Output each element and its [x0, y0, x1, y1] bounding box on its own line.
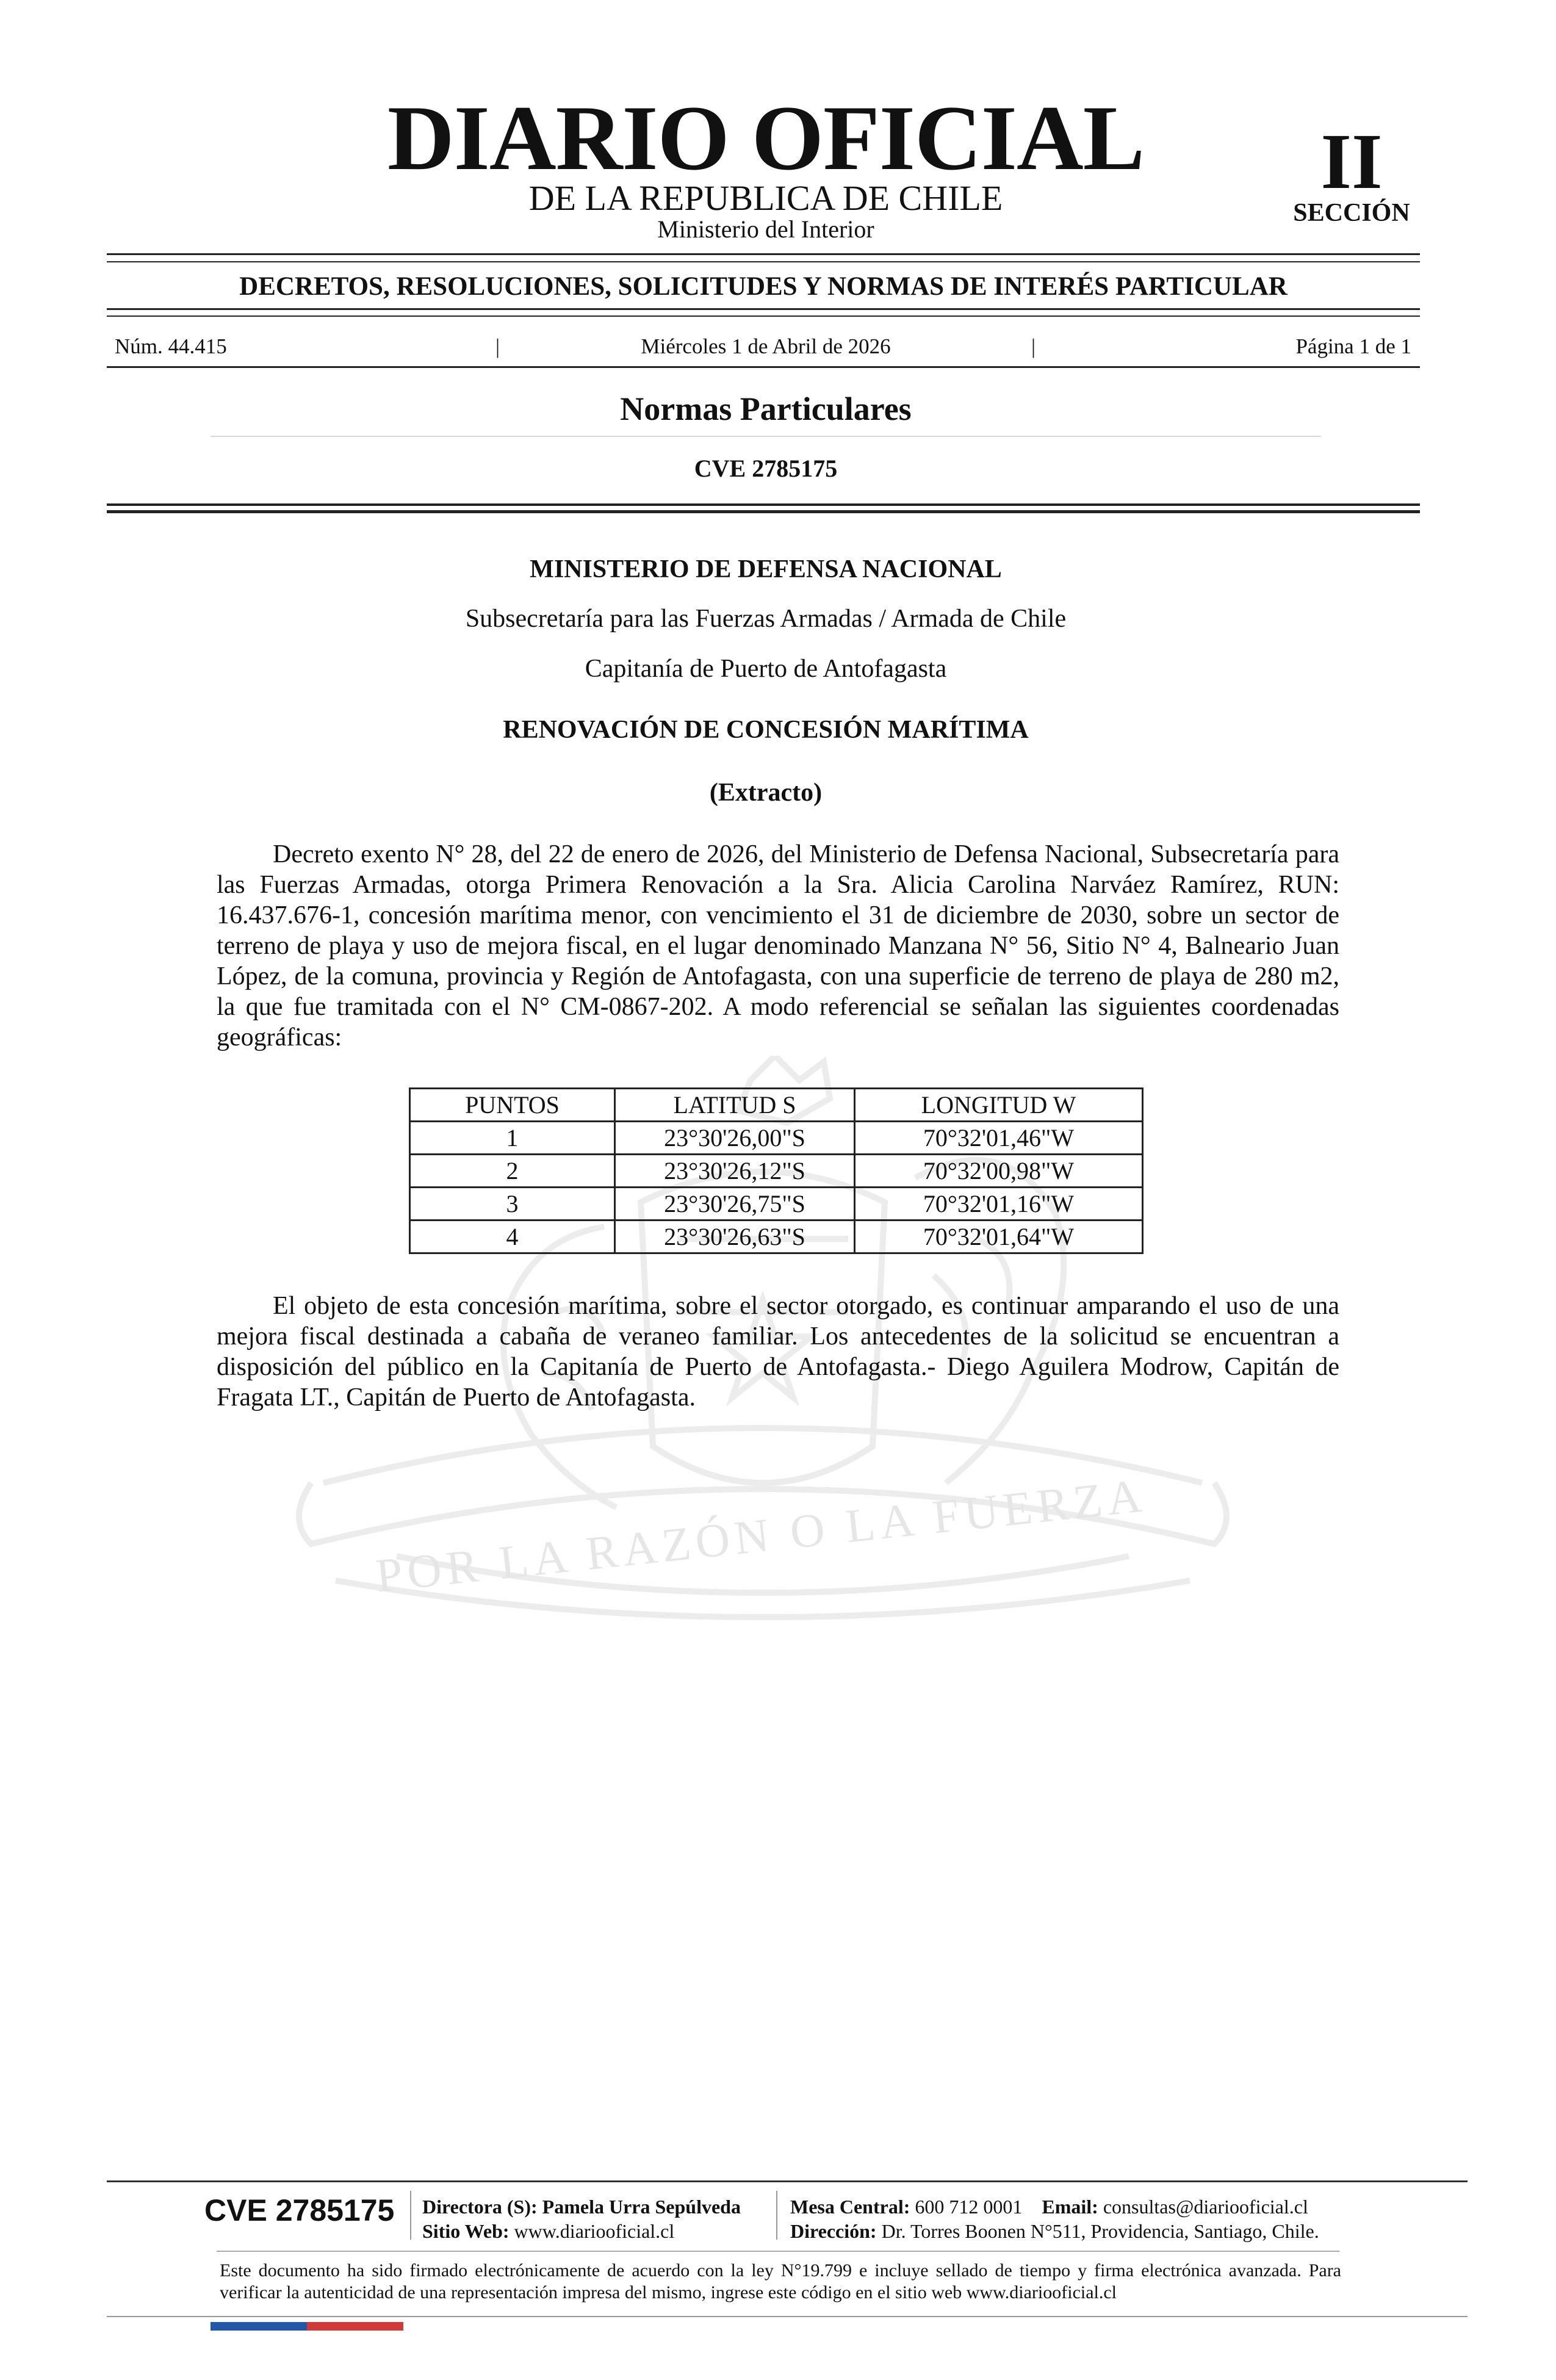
email-label: Email: — [1042, 2196, 1098, 2218]
director-label: Directora (S): — [422, 2196, 538, 2218]
column-header: LATITUD S — [615, 1089, 855, 1122]
point-cell: 1 — [410, 1122, 615, 1155]
divider — [107, 316, 1420, 317]
footer-website — [422, 2221, 674, 2241]
column-header: PUNTOS — [410, 1089, 615, 1122]
footer-divider — [107, 2316, 1468, 2317]
latitude-cell: 23°30'26,63"S — [615, 1221, 855, 1253]
issue-date: Miércoles 1 de Abril de 2026 — [641, 334, 891, 358]
latitude-cell: 23°30'26,12"S — [615, 1155, 855, 1188]
page-indicator: Página 1 de 1 — [1295, 334, 1411, 358]
footer-director — [422, 2197, 741, 2216]
issue-number: Núm. 44.415 — [115, 334, 227, 358]
table-row — [410, 1155, 1143, 1188]
point-cell: 2 — [410, 1155, 615, 1188]
masthead-ministry: Ministerio del Interior — [657, 215, 874, 243]
latitude-cell: 23°30'26,75"S — [615, 1188, 855, 1221]
point-cell: 3 — [410, 1188, 615, 1221]
document-subtitle: (Extracto) — [709, 779, 823, 807]
divider — [107, 366, 1420, 368]
footer-separator — [776, 2191, 777, 2240]
meta-separator: | — [1031, 334, 1036, 358]
section-label: SECCIÓN — [1293, 199, 1410, 227]
longitude-cell: 70°32'01,46"W — [855, 1122, 1143, 1155]
divider — [107, 253, 1420, 255]
section-numeral: II — [1320, 118, 1383, 206]
section-heading: Normas Particulares — [620, 391, 912, 427]
coordinates-table — [409, 1087, 1144, 1254]
footer-separator — [410, 2191, 411, 2240]
longitude-cell: 70°32'01,64"W — [855, 1221, 1143, 1253]
website-link[interactable]: www.diariooficial.cl — [514, 2220, 675, 2242]
website-label: Sitio Web: — [422, 2220, 510, 2242]
masthead-subtitle: DE LA REPUBLICA DE CHILE — [528, 178, 1003, 218]
ministry-name: MINISTERIO DE DEFENSA NACIONAL — [530, 555, 1002, 583]
divider — [211, 436, 1321, 437]
director-name: Pamela Urra Sepúlveda — [542, 2196, 741, 2218]
body-paragraph: El objeto de esta concesión marítima, sobre el sector otorgado, es continuar amparando el uso de una mejora fiscal destinada a cabaña de veraneo familiar. Los antecedentes de la solicitud se encuentran a disposición del público en la Capitanía de Puerto de Antofagasta.- Diego Aguilera Modrow, Capitán de Fragata LT., Capitán de Puerto de Antofagasta. — [217, 1292, 1339, 1412]
divider — [107, 261, 1420, 262]
address-text: Dr. Torres Boonen N°511, Providencia, Santiago, Chile. — [881, 2220, 1319, 2242]
latitude-cell: 23°30'26,00"S — [615, 1122, 855, 1155]
table-row — [410, 1221, 1143, 1253]
motto-text: POR LA RAZÓN O LA FUERZA — [373, 1468, 1149, 1603]
footer-legal-notice: Este documento ha sido firmado electrónicamente de acuerdo con la ley N°19.799 e incluye sellado de tiempo y firma electrónica avanzada. Para verificar la autenticidad de una representación impresa del mismo, ingrese este código en el sitio web www.diariooficial.cl — [220, 2260, 1341, 2302]
divider — [107, 510, 1420, 513]
phone-number: 600 712 0001 — [915, 2196, 1023, 2218]
point-cell: 4 — [410, 1221, 615, 1253]
category-title: DECRETOS, RESOLUCIONES, SOLICITUDES Y NORMAS DE INTERÉS PARTICULAR — [239, 272, 1288, 301]
subsecretaria-name: Subsecretaría para las Fuerzas Armadas / Armada de Chile — [465, 605, 1067, 633]
table-row — [410, 1122, 1143, 1155]
footer-cve-code: CVE 2785175 — [204, 2193, 395, 2227]
flag-stripe-blue — [211, 2322, 307, 2331]
longitude-cell: 70°32'01,16"W — [855, 1188, 1143, 1221]
address-label: Dirección: — [790, 2220, 877, 2242]
cve-code: CVE 2785175 — [694, 455, 838, 482]
footer-divider — [217, 2251, 1339, 2252]
masthead-title: DIARIO OFICIAL — [387, 87, 1145, 189]
meta-separator: | — [495, 334, 500, 358]
table-row — [410, 1188, 1143, 1221]
footer-address — [790, 2221, 1319, 2241]
capitania-name: Capitanía de Puerto de Antofagasta — [585, 655, 947, 683]
footer-contact — [790, 2197, 1308, 2216]
phone-label: Mesa Central: — [790, 2196, 910, 2218]
footer-divider — [107, 2180, 1468, 2182]
column-header: LONGITUD W — [855, 1089, 1143, 1122]
body-paragraph: Decreto exento N° 28, del 22 de enero de 2026, del Ministerio de Defensa Nacional, Subsecretaría para las Fuerzas Armadas, otorga Primera Renovación a la Sra. Alicia Carolina Narváez Ramírez, RUN: 16.437.676-1, concesión marítima menor, con vencimiento el 31 de diciembre de 2030, sobre un sector de terreno de playa y uso de mejora fiscal, en el lugar denominado Manzana N° 56, Sitio N° 4, Balneario Juan López, de la comuna, provincia y Región de Antofagasta, con una superficie de terreno de playa de 280 m2, la que fue tramitada con el N° CM-0867-202. A modo referencial se señalan las siguientes coordenadas geográficas: — [217, 840, 1339, 1051]
document-title: RENOVACIÓN DE CONCESIÓN MARÍTIMA — [503, 716, 1029, 744]
table-header-row — [410, 1089, 1143, 1122]
email-link[interactable]: consultas@diariooficial.cl — [1103, 2196, 1308, 2218]
flag-stripe-red — [307, 2322, 403, 2331]
divider — [107, 308, 1420, 310]
longitude-cell: 70°32'00,98"W — [855, 1155, 1143, 1188]
divider — [107, 503, 1420, 506]
